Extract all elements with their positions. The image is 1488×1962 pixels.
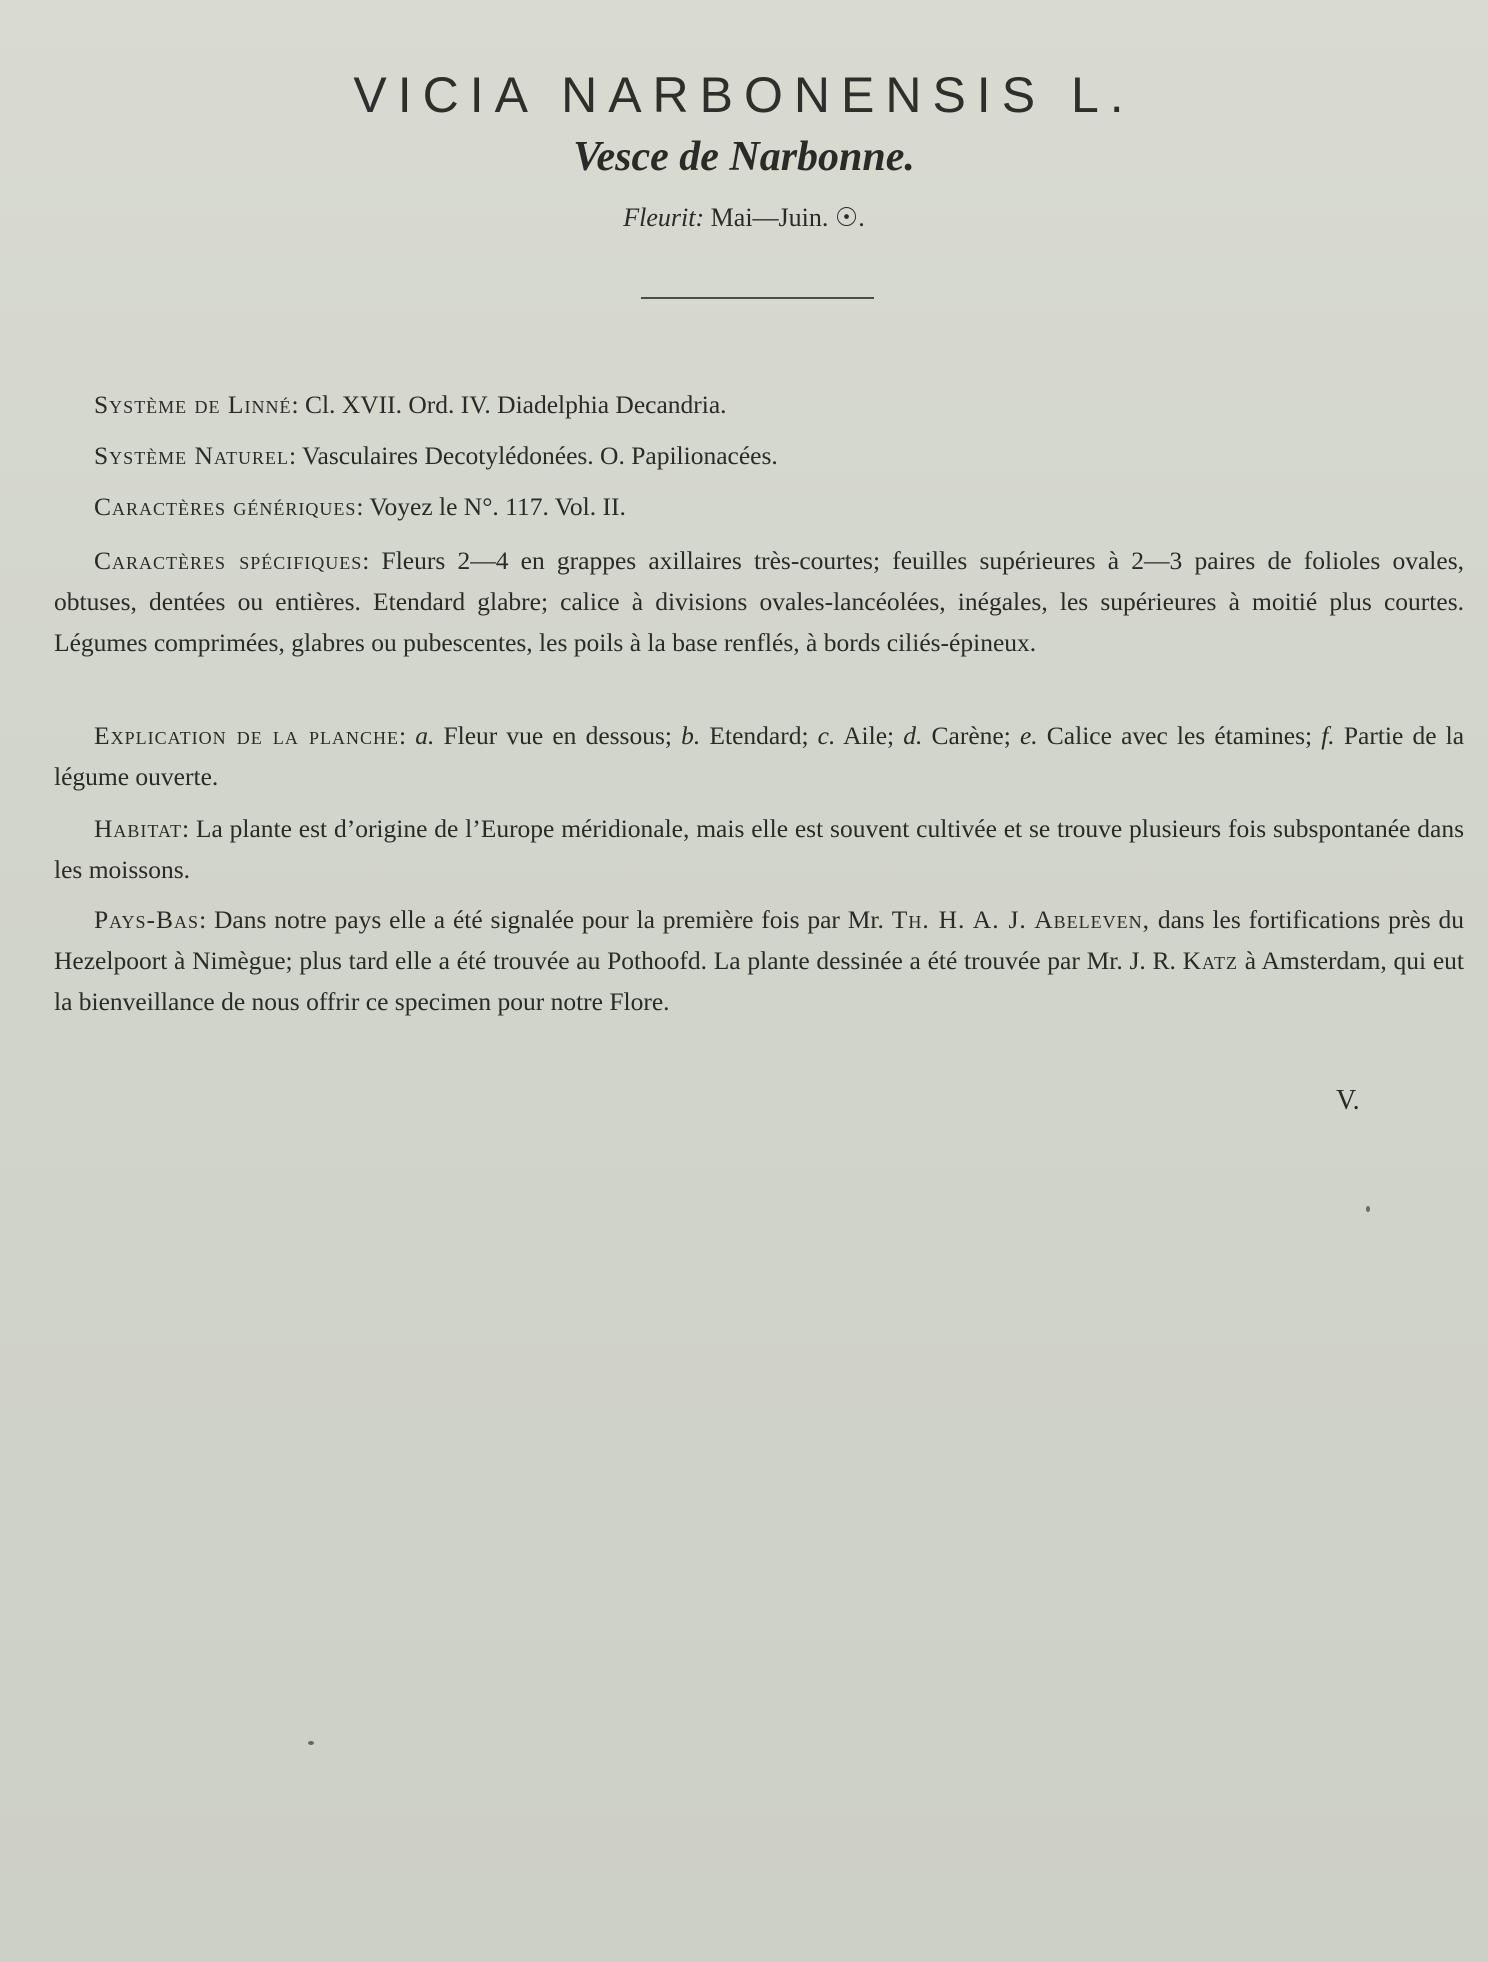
- habitat-text: La plante est d’origine de l’Europe méridionale, mais elle est souvent cultivée et se trouve plusieurs fois subspontanée dans les moissons.: [54, 814, 1464, 884]
- systeme-linne: Système de Linné: Cl. XVII. Ord. IV. Diadelphia Decandria.: [94, 390, 727, 419]
- caracteres-specifiques: Caractères spécifiques: Fleurs 2—4 en grappes axillaires très-courtes; feuilles supérieures à 2—3 paires de folioles ovales, obtuses, dentées ou entières. Etendard glabre; calice à divisions ovales-lancéolées, inégales, les supérieures à moitié plus courtes. Légumes comprimées, glabres ou pubescentes, les poils à la base renflés, à bords ciliés-épineux.: [54, 546, 1464, 657]
- explication-c-text: Aile;: [843, 721, 895, 750]
- explication-a-text: Fleur vue en dessous;: [443, 721, 672, 750]
- systeme-linne-label: Système de Linné: [94, 390, 292, 419]
- systeme-naturel-text: Vasculaires Decotylédonées. O. Papilionacées.: [301, 441, 778, 470]
- pays-bas: Pays-Bas: Dans notre pays elle a été signalée pour la première fois par Mr. Th. H. A. J. Abeleven, dans les fortifications près du Hezelpoort à Nimègue; plus tard elle a été trouvée au Pothoofd. La plante dessinée a été trouvée par Mr. J. R. Katz à Amsterdam, qui eut la bienveillance de nous offrir ce specimen pour notre Flore.: [54, 905, 1465, 1016]
- habitat: Habitat: La plante est d’origine de l’Europe méridionale, mais elle est souvent cultivée et se trouve plusieurs fois subspontanée dans les moissons.: [54, 814, 1464, 884]
- divider-rule: [641, 297, 874, 299]
- caracteres-generiques: Caractères génériques: Voyez le N°. 117. Vol. II.: [94, 492, 626, 521]
- species-title: VICIA NARBONENSIS L.: [353, 67, 1135, 123]
- flowering-value: Mai—Juin. ☉.: [710, 203, 865, 232]
- systeme-linne-text: Cl. XVII. Ord. IV. Diadelphia Decandria.: [304, 390, 727, 419]
- caracteres-specifiques-label: Caractères spécifiques: [94, 546, 363, 575]
- explication-f-key: f.: [1321, 721, 1335, 750]
- caracteres-generiques-label: Caractères génériques: [94, 492, 357, 521]
- caracteres-generiques-text: Voyez le N°. 117. Vol. II.: [369, 492, 626, 521]
- pays-bas-name-2: Katz: [1182, 946, 1239, 975]
- explication-a-key: a.: [415, 721, 435, 750]
- pays-bas-text-1: Dans notre pays elle a été signalée pour la première fois par Mr.: [214, 905, 884, 934]
- explication-c-key: c.: [817, 721, 836, 750]
- habitat-label: Habitat: [94, 814, 182, 843]
- explication-planche: Explication de la planche: a. Fleur vue en dessous; b. Etendard; c. Aile; d. Carène; e. Calice avec les étamines; f. Partie de la légume ouverte.: [54, 721, 1465, 791]
- explication-e-text: Calice avec les étamines;: [1046, 721, 1313, 750]
- explication-d-key: d.: [903, 721, 923, 750]
- flowering-period: [0, 203, 1488, 233]
- flowering-label: Fleurit:: [623, 203, 705, 232]
- explication-d-text: Carène;: [931, 721, 1011, 750]
- explication-e-key: e.: [1019, 721, 1038, 750]
- paper-speck: [308, 1741, 314, 1745]
- pays-bas-text-3: à Amsterdam, qui eut la bienveillance de nous offrir ce specimen pour notre Flore.: [54, 946, 1465, 1016]
- systeme-naturel-label: Système Naturel: [94, 441, 289, 470]
- pays-bas-name-1: Th. H. A. J. Abeleven,: [891, 905, 1150, 934]
- pays-bas-text-2: dans les fortifications près du Hezelpoort à Nimègue; plus tard elle a été trouvée au Pothoofd. La plante dessinée a été trouvée par Mr. J. R.: [54, 905, 1465, 975]
- explication-b-text: Etendard;: [709, 721, 809, 750]
- explication-b-key: b.: [681, 721, 701, 750]
- explication-f-text: Partie de la légume ouverte.: [54, 721, 1465, 791]
- pays-bas-label: Pays-Bas: [94, 905, 200, 934]
- paper-speck: [1366, 1206, 1370, 1212]
- caracteres-specifiques-text: Fleurs 2—4 en grappes axillaires très-courtes; feuilles supérieures à 2—3 paires de folioles ovales, obtuses, dentées ou entières. Etendard glabre; calice à divisions ovales-lancéolées, inégales, les supérieures à moitié plus courtes. Légumes comprimées, glabres ou pubescentes, les poils à la base renflés, à bords ciliés-épineux.: [54, 546, 1464, 657]
- common-name: Vesce de Narbonne.: [573, 134, 915, 180]
- systeme-naturel: Système Naturel: Vasculaires Decotylédonées. O. Papilionacées.: [94, 441, 778, 470]
- explication-label: Explication de la planche: [94, 721, 399, 750]
- author-signature: V.: [1336, 1085, 1360, 1116]
